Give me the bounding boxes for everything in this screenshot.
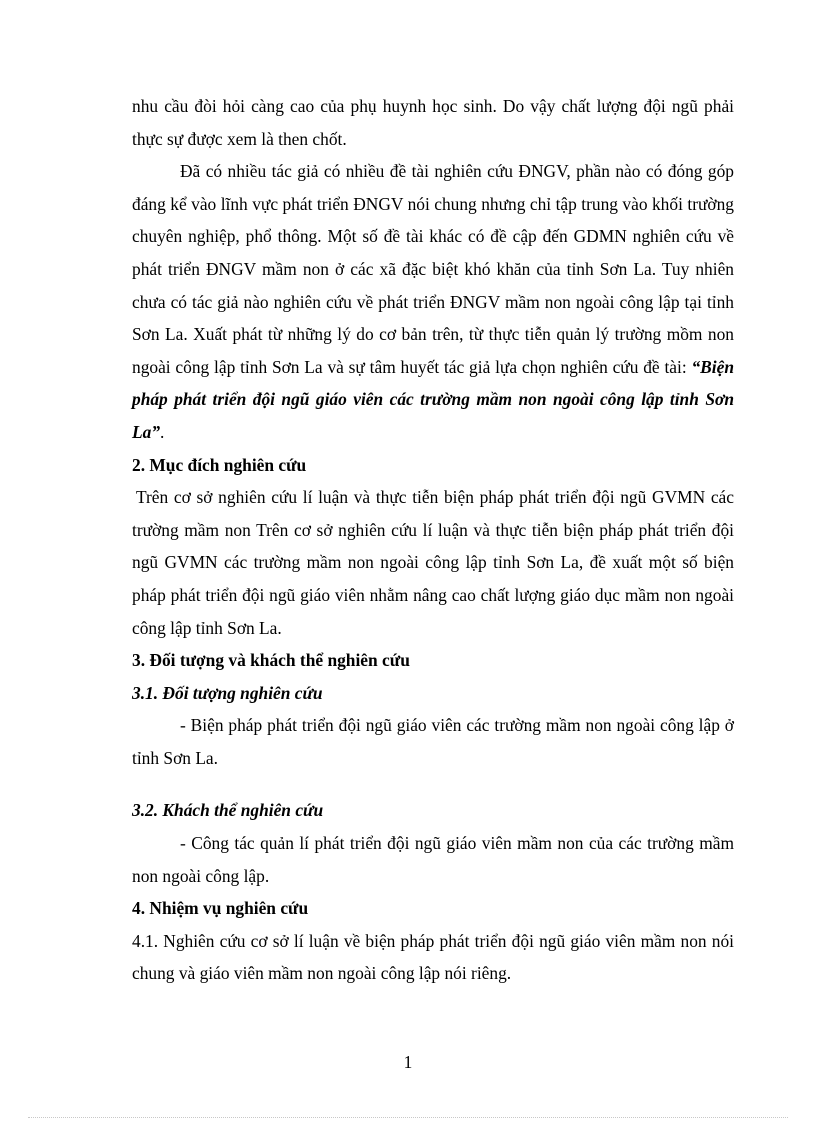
section-2-heading: 2. Mục đích nghiên cứu xyxy=(132,454,307,475)
rationale-end: . xyxy=(160,421,165,442)
rationale-text: Đã có nhiều tác giả có nhiều đề tài nghiên cứu ĐNGV, phần nào có đóng góp đáng kể vào lĩnh vực phát triển ĐNGV nói chung nhưng chỉ tập trung vào khối trường chuyên nghiệp, phổ thông. Một số đề tài khác có đề cập đến GDMN nghiên cứu về phát triển ĐNGV mầm non ở các xã đặc biệt khó khăn của tỉnh Sơn La. Tuy nhiên chưa có tác giả nào nghiên cứu về phát triển ĐNGV mầm non ngoài công lập tại tỉnh Sơn La. Xuất phát từ những lý do cơ bản trên, từ thực tiễn quản lý trường mồm non ngoài công lập tỉnh Sơn La và sự tâm huyết tác giả lựa chọn nghiên cứu đề tài: xyxy=(132,161,734,377)
section-3-1-heading: 3.1. Đối tượng nghiên cứu xyxy=(132,682,323,703)
section-4-heading: 4. Nhiệm vụ nghiên cứu xyxy=(132,898,309,919)
document-page xyxy=(132,90,734,990)
paragraph-continuation: nhu cầu đòi hỏi càng cao của phụ huynh học sinh. Do vậy chất lượng đội ngũ phải thực sự được xem là then chốt. xyxy=(132,96,734,149)
section-3-heading: 3. Đối tượng và khách thể nghiên cứu xyxy=(132,650,410,671)
section-2-body: Trên cơ sở nghiên cứu lí luận và thực tiễn biện pháp phát triển đội ngũ GVMN các trường mầm non Trên cơ sở nghiên cứu lí luận và thực tiễn biện pháp phát triển đội ngũ GVMN các trường mầm non ngoài công lập tỉnh Sơn La, đề xuất một số biện pháp phát triển đội ngũ giáo viên nhằm nâng cao chất lượng giáo dục mầm non ngoài công lập tỉnh Sơn La. xyxy=(132,487,734,638)
page-bottom-divider xyxy=(28,1117,788,1118)
section-3-1-body: - Biện pháp phát triển đội ngũ giáo viên các trường mầm non ngoài công lập ở tỉnh Sơn La. xyxy=(132,715,734,768)
section-3-2-body: - Công tác quản lí phát triển đội ngũ giáo viên mầm non của các trường mầm non ngoài công lập. xyxy=(132,833,734,886)
section-4-1-body: 4.1. Nghiên cứu cơ sở lí luận về biện pháp phát triển đội ngũ giáo viên mầm non nói chung và giáo viên mầm non ngoài công lập nói riêng. xyxy=(132,930,734,984)
paragraph-research-rationale xyxy=(132,155,734,448)
thesis-title: “Biện pháp phát triển đội ngũ giáo viên các trường mầm non ngoài công lập tỉnh Sơn La” xyxy=(132,356,734,442)
section-3-2-heading: 3.2. Khách thể nghiên cứu xyxy=(132,800,324,821)
page-number: 1 xyxy=(403,1052,413,1072)
blank-line xyxy=(132,774,734,794)
